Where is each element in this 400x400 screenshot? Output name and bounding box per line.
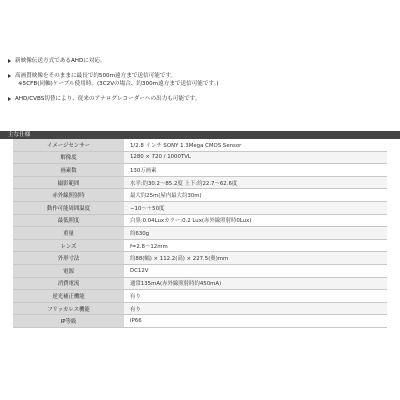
feature-text: AHD/CVBS切替により、従来のアナログレコーダーへの出力も可能です。 [15, 96, 201, 102]
spec-value: −10〜＋50度 [124, 201, 387, 214]
spec-row [13, 189, 387, 202]
spec-table [13, 139, 387, 328]
spec-row [13, 239, 387, 252]
spec-row [13, 164, 387, 177]
spec-value: 130万画素 [124, 164, 387, 177]
spec-label: 解像度 [13, 151, 124, 164]
spec-label: 撮影範囲 [13, 176, 124, 189]
spec-value: 1280 × 720 / 1000TVL [124, 151, 387, 164]
spec-row [13, 214, 387, 227]
feature-item [8, 72, 396, 80]
arrow-bullet-icon [8, 59, 11, 63]
spec-value: 水平:約30.2〜85.2度 上下:約22.7〜62.6度 [124, 176, 387, 189]
spec-row [13, 252, 387, 265]
spec-section-header [0, 131, 400, 139]
spec-value: IP66 [124, 315, 387, 328]
spec-row [13, 315, 387, 328]
spec-label: 重量 [13, 227, 124, 240]
spec-row [13, 302, 387, 315]
spec-label: 動作可能周囲温度 [13, 201, 124, 214]
spec-section-title: 主な仕様 [8, 132, 31, 138]
spec-value: 通常135mA(赤外線照射時約450mA) [124, 277, 387, 290]
spec-label: 画素数 [13, 164, 124, 177]
spec-label: 消費電流 [13, 277, 124, 290]
spec-row [13, 151, 387, 164]
spec-row [13, 201, 387, 214]
feature-text: 高画質映像をそのままに最長で約500m遠方まで送信可能です。 [15, 73, 177, 79]
feature-item [8, 57, 396, 65]
spec-value: 1/2.8 インチ SONY 1.3Mega CMOS Sensor [124, 139, 387, 151]
spec-label: IP等級 [13, 315, 124, 328]
spec-row [13, 264, 387, 277]
spec-label: 逆光補正機能 [13, 290, 124, 303]
feature-list [8, 57, 396, 103]
spec-label: 最低照度 [13, 214, 124, 227]
spec-row [13, 227, 387, 240]
spec-value: 約88(幅) × 112.2(高) × 227.5(奥)mm [124, 252, 387, 265]
spec-value: 有り [124, 290, 387, 303]
feature-item [8, 95, 396, 103]
feature-note-text: ※5CFB(同軸)ケーブル使用時。(3C2Vの場合、約300m遠方まで送信可能です。) [18, 81, 219, 87]
spec-value: 白黒:0.04Luxカラー:0.2 Lux(赤外線照射時0Lux) [124, 214, 387, 227]
spec-row [13, 277, 387, 290]
feature-text: 新映像伝送方式であるAHDに対応。 [15, 58, 106, 64]
spec-label: 赤外線照射時 [13, 189, 124, 202]
arrow-bullet-icon [8, 74, 11, 78]
spec-value: 有り [124, 302, 387, 315]
spec-value: DC12V [124, 264, 387, 277]
spec-label: イメージセンサー [13, 139, 124, 151]
spec-value: 最大約25m(屋内最大約30m) [124, 189, 387, 202]
spec-label: フリッカレス機能 [13, 302, 124, 315]
spec-value: f=2.8〜12mm [124, 239, 387, 252]
spec-row [13, 139, 387, 151]
spec-label: 外形寸法 [13, 252, 124, 265]
spec-label: 電源 [13, 264, 124, 277]
feature-note [8, 80, 396, 88]
spec-label: レンズ [13, 239, 124, 252]
spec-row [13, 176, 387, 189]
spec-row [13, 290, 387, 303]
spec-value: 約630g [124, 227, 387, 240]
arrow-bullet-icon [8, 97, 11, 101]
